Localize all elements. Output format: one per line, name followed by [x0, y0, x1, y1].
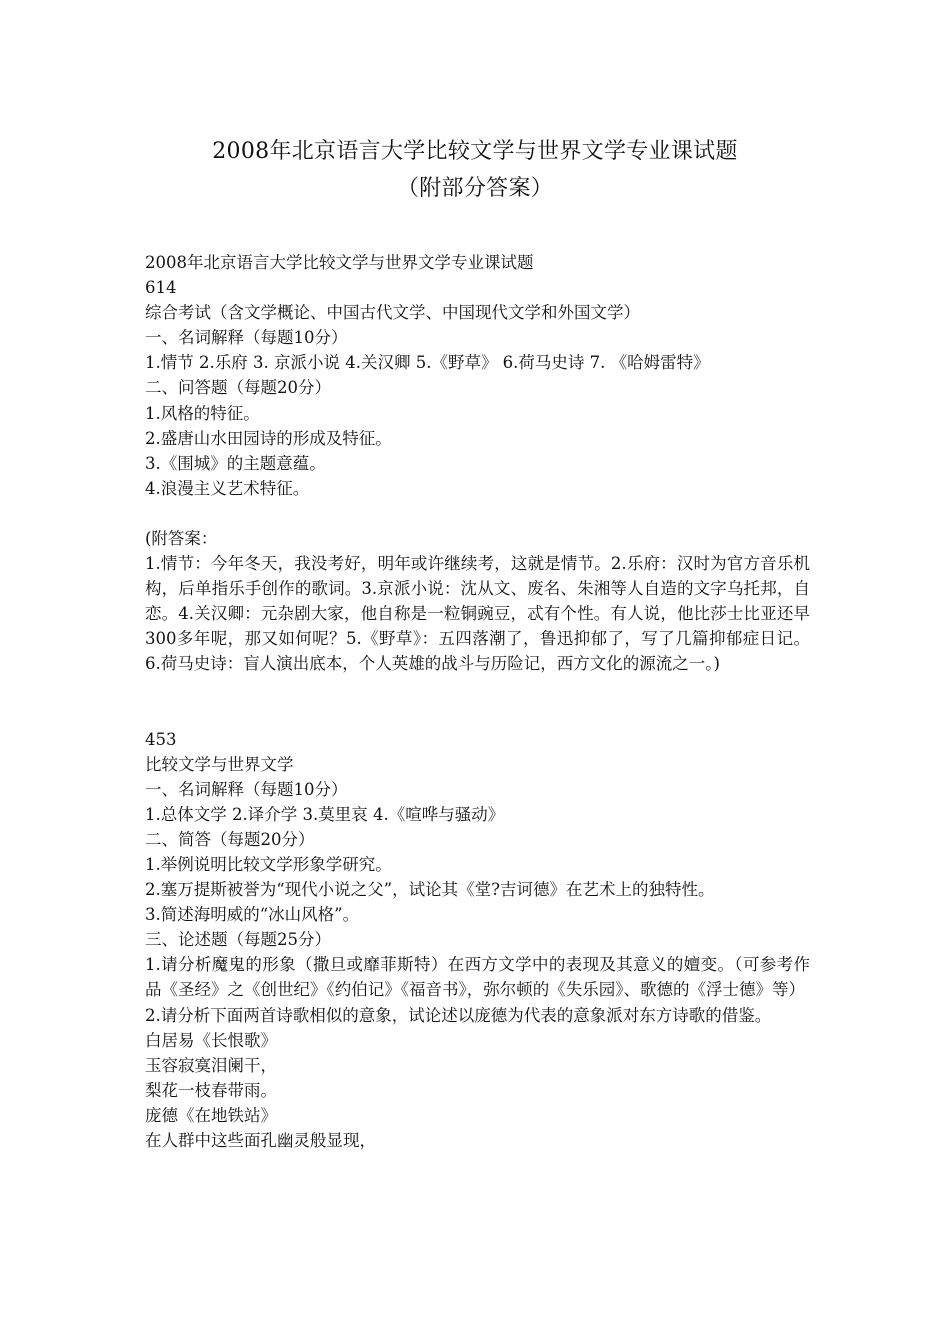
question-item: 1.举例说明比较文学形象学研究。 — [145, 854, 392, 874]
question-item: 1.风格的特征。 — [145, 403, 260, 423]
title-subtitle: （附部分答案） — [396, 176, 554, 201]
document-title — [0, 133, 950, 207]
poem-title: 庞德《在地铁站》 — [145, 1105, 277, 1125]
title-main: 2008年北京语言大学比较文学与世界文学专业课试题 — [212, 139, 738, 164]
exam-code: 614 — [145, 278, 177, 298]
exam-code: 453 — [145, 729, 177, 749]
question-item: 2.塞万提斯被誉为“现代小说之父”，试论其《堂?吉诃德》在艺术上的独特性。 — [145, 880, 715, 900]
term-list: 1.情节 2.乐府 3. 京派小说 4.关汉卿 5.《野草》 6.荷马史诗 7. 《哈姆雷特》 — [145, 353, 710, 373]
section-heading: 一、名词解释（每题10分） — [145, 328, 348, 348]
poem-title: 白居易《长恨歌》 — [145, 1030, 277, 1050]
answers-paragraph: 1.情节：今年冬天，我没考好，明年或许继续考，这就是情节。2.乐府：汉时为官方音乐机构，后单指乐手创作的歌词。3.京派小说：沈从文、废名、朱湘等人自造的文字乌托邦，自恋。4.关汉卿：元杂剧大家，他自称是一粒铜豌豆，忒有个性。有人说，他比莎士比亚还早300多年呢，那又如何呢？5.《野草》：五四落潮了，鲁迅抑郁了，写了几篇抑郁症日记。6.荷马史诗：盲人演出底本，个人英雄的战斗与历险记，西方文化的源流之一。) — [145, 554, 810, 674]
exam-heading: 2008年北京语言大学比较文学与世界文学专业课试题 — [145, 253, 534, 272]
answers-heading: (附答案： — [145, 528, 218, 548]
section-heading: 二、问答题（每题20分） — [145, 378, 331, 398]
question-item: 3.简述海明威的“冰山风格”。 — [145, 905, 360, 925]
poem-line: 在人群中这些面孔幽灵般显现， — [145, 1131, 376, 1150]
term-list: 1.总体文学 2.译介学 3.莫里哀 4.《喧哗与骚动》 — [145, 804, 505, 824]
spacer — [145, 677, 810, 727]
spacer — [145, 501, 810, 526]
section-heading: 三、论述题（每题25分） — [145, 930, 331, 950]
document-body — [145, 250, 810, 1153]
exam-subject: 比较文学与世界文学 — [145, 754, 294, 774]
poem-line: 梨花一枝春带雨。 — [145, 1080, 277, 1100]
section-heading: 二、简答（每题20分） — [145, 829, 315, 849]
poem-line: 玉容寂寞泪阑干， — [145, 1055, 277, 1075]
question-item: 3.《围城》的主题意蕴。 — [145, 453, 326, 473]
question-item: 4.浪漫主义艺术特征。 — [145, 478, 310, 498]
question-item: 2.盛唐山水田园诗的形成及特征。 — [145, 428, 392, 448]
essay-question: 1.请分析魔鬼的形象（撒旦或靡菲斯特）在西方文学中的表现及其意义的嬗变。（可参考作品《圣经》之《创世纪》《约伯记》《福音书》，弥尔顿的《失乐园》、歌德的《浮士德》等） — [145, 955, 810, 1000]
exam-subject: 综合考试（含文学概论、中国古代文学、中国现代文学和外国文学） — [145, 303, 640, 323]
section-heading: 一、名词解释（每题10分） — [145, 779, 348, 799]
essay-question: 2.请分析下面两首诗歌相似的意象，试论述以庞德为代表的意象派对东方诗歌的借鉴。 — [145, 1005, 772, 1025]
